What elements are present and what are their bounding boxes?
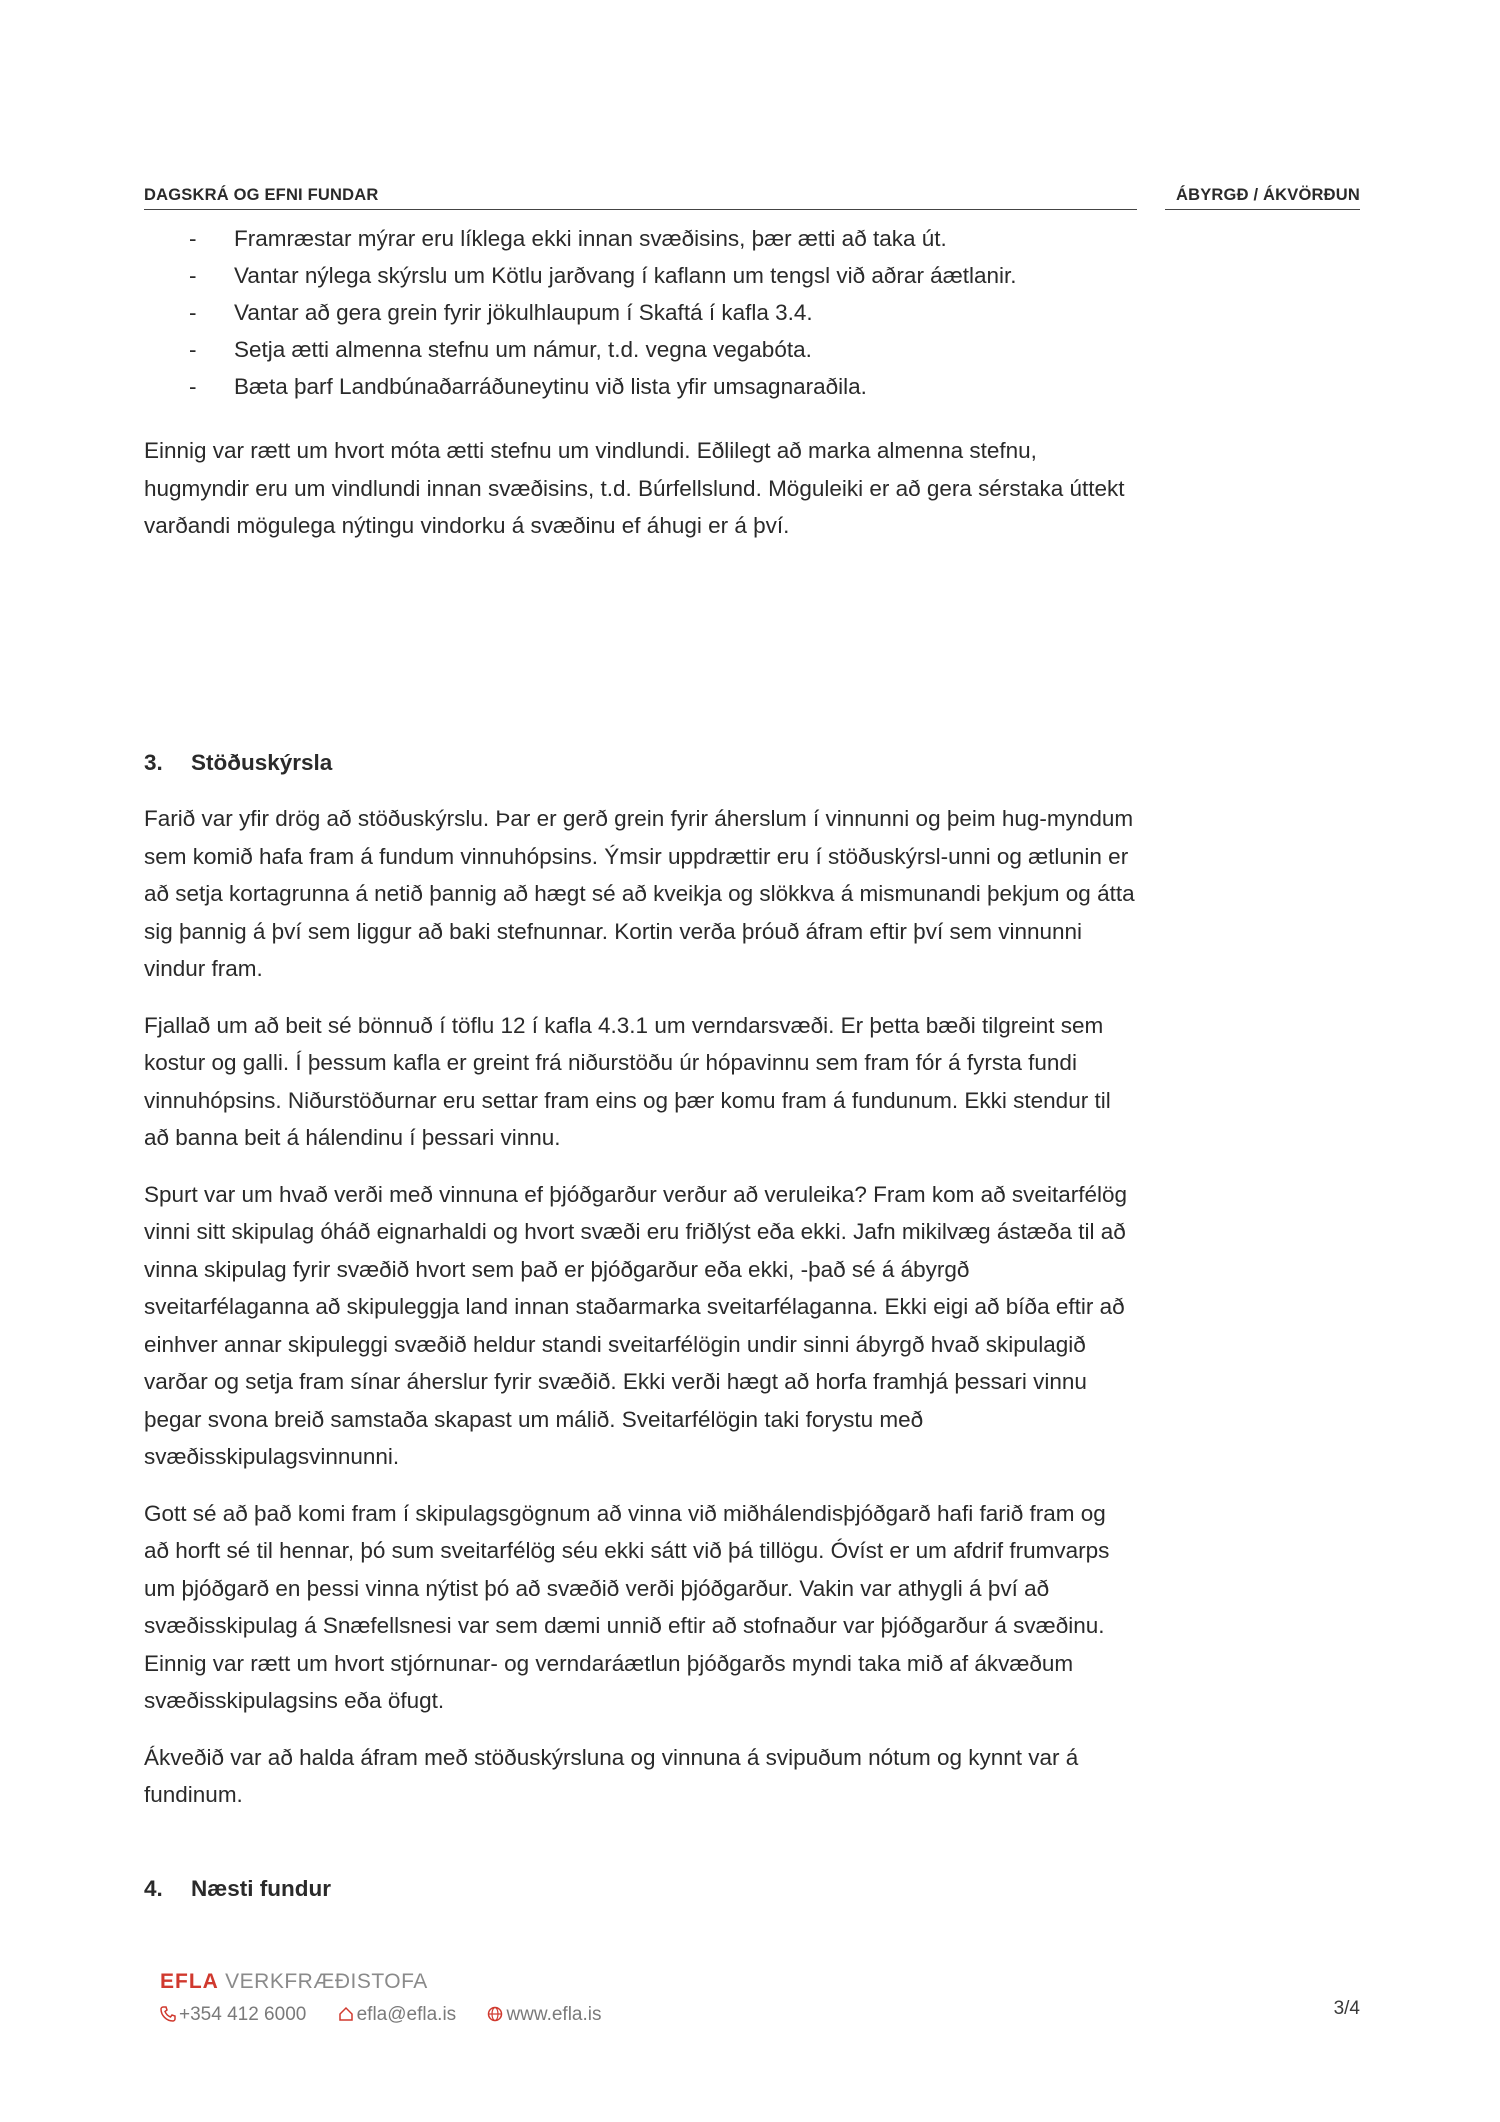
header-agenda-label: DAGSKRÁ OG EFNI FUNDAR: [144, 186, 1137, 210]
page-number: 3/4: [1333, 1998, 1360, 2019]
footer-contacts: [160, 2004, 627, 2028]
section-3-body: [144, 800, 1137, 1814]
section-4-number: 4.: [144, 1876, 163, 1901]
bullet-dash: -: [189, 337, 197, 362]
efla-logo-text: EFLA: [160, 1970, 219, 1993]
section-3-paragraph-2: Fjallað um að beit sé bönnuð í töflu 12 í kafla 4.3.1 um verndarsvæði. Er þetta bæði tilgreint sem kostur og galli. Í þessum kafla er greint frá niðurstöðu úr hópavinnu sem fram fór á fyrsta fundi vinnuhópsins. Niðurstöðurnar eru settar fram eins og þær komu fram á fundunum. Ekki stendur til að banna beit á hálendinu í þessari vinnu.: [144, 1012, 1111, 1150]
list-item: [144, 331, 1137, 368]
page-content: [144, 220, 1137, 545]
section-4-title: Næsti fundur: [191, 1876, 331, 1901]
footer-web[interactable]: [487, 2004, 601, 2028]
wind-paragraph: Einnig var rætt um hvort móta ætti stefnu um vindlundi. Eðlilegt að marka almenna stefnu, hugmyndir eru um vindlundi innan svæðisins, t.d. Búrfellslund. Möguleiki er að gera sérstaka úttekt varðandi mögulega nýtingu vindorku á svæðinu ef áhugi er á því.: [144, 438, 1125, 538]
footer-email-text: efla@efla.is: [356, 2004, 457, 2025]
home-icon: [338, 2006, 354, 2028]
section-3-paragraph-5: Ákveðið var að halda áfram með stöðuskýrsluna og vinnuna á svipuðum nótum og kynnt var á fundinum.: [144, 1744, 1079, 1807]
list-item: [144, 294, 1137, 331]
footer-email[interactable]: [338, 2004, 457, 2028]
phone-icon: [160, 2006, 176, 2028]
bullet-dash: -: [189, 263, 197, 288]
list-item: [144, 368, 1137, 405]
section-3-heading: [144, 748, 332, 778]
section-3-number: 3.: [144, 750, 163, 775]
globe-icon: [487, 2006, 503, 2028]
list-item-text: Vantar að gera grein fyrir jökulhlaupum í Skaftá í kafla 3.4.: [234, 300, 813, 325]
list-item-text: Vantar nýlega skýrslu um Kötlu jarðvang í kaflann um tengsl við aðrar áætlanir.: [234, 263, 1017, 288]
bullet-dash: -: [189, 300, 197, 325]
list-item: [144, 257, 1137, 294]
comment-list: [144, 220, 1137, 405]
section-3-title: Stöðuskýrsla: [191, 750, 333, 775]
list-item-text: Framræstar mýrar eru líklega ekki innan svæðisins, þær ætti að taka út.: [234, 226, 947, 251]
list-item-text: Bæta þarf Landbúnaðarráðuneytinu við lista yfir umsagnaraðila.: [234, 374, 867, 399]
list-item: [144, 220, 1137, 257]
section-3-paragraph-1: Farið var yfir drög að stöðuskýrslu. Þar er gerð grein fyrir áherslum í vinnunni og þeim hug-myndum sem komið hafa fram á fundum vinnuhópsins. Ýmsir uppdrættir eru í stöðuskýrsl-unni og ætlunin er að setja kortagrunna á netið þannig að hægt sé að kveikja og slökkva á mismunandi þekjum og átta sig þannig á því sem liggur að baki stefnunnar. Kortin verða þróuð áfram eftir því sem vinnunni vindur fram.: [144, 806, 1135, 981]
efla-logo-suffix: VERKFRÆÐISTOFA: [225, 1970, 428, 1993]
section-3-paragraph-4: Gott sé að það komi fram í skipulagsgögnum að vinna við miðhálendisþjóðgarð hafi farið fram og að horft sé til hennar, þó sum sveitarfélög séu ekki sátt við þá tillögu. Óvíst er um afdrif frumvarps um þjóðgarð en þessi vinna nýtist þó að svæðið verði þjóðgarður. Vakin var athygli á því að svæðisskipulag á Snæfellsnesi var sem dæmi unnið eftir að stofnaður var þjóðgarður á svæðinu. Einnig var rætt um hvort stjórnunar- og verndaráætlun þjóðgarðs myndi taka mið af ákvæðum svæðisskipulagsins eða öfugt.: [144, 1500, 1110, 1713]
footer-web-text: www.efla.is: [506, 2004, 602, 2025]
footer-phone-text: +354 412 6000: [179, 2004, 307, 2025]
bullet-dash: -: [189, 226, 197, 251]
section-4-heading: [144, 1874, 331, 1904]
footer-logo: [160, 1970, 428, 1994]
section-3-paragraph-3: Spurt var um hvað verði með vinnuna ef þjóðgarður verður að veruleika? Fram kom að sveitarfélög vinni sitt skipulag óháð eignarhaldi og hvort svæði eru friðlýst eða ekki. Jafn mikilvæg ástæða til að vinna skipulag fyrir svæðið hvort sem það er þjóðgarður eða ekki, -það sé á ábyrgð sveitarfélaganna að skipuleggja land innan staðarmarka sveitarfélaganna. Ekki eigi að bíða eftir að einhver annar skipuleggi svæðið heldur standi sveitarfélögin undir sinni ábyrgð hvað skipulagið varðar og setja fram sínar áherslur fyrir svæðið. Ekki verði hægt að horfa framhjá þessari vinnu þegar svona breið samstaða skapast um málið. Sveitarfélögin taki forystu með svæðisskipulagsvinnunni.: [144, 1181, 1127, 1469]
header-responsibility-label: ÁBYRGÐ / ÁKVÖRÐUN: [1165, 186, 1360, 210]
list-item-text: Setja ætti almenna stefnu um námur, t.d. vegna vegabóta.: [234, 337, 812, 362]
footer-phone: [160, 2004, 306, 2028]
bullet-dash: -: [189, 374, 197, 399]
